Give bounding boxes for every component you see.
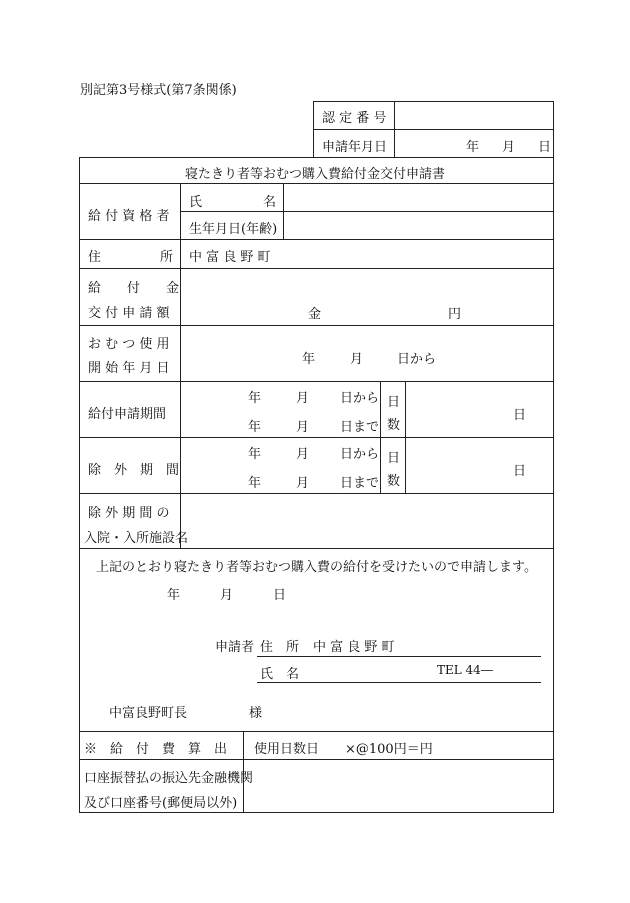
- amount-field[interactable]: [322, 296, 444, 320]
- row-sep: [79, 437, 554, 438]
- birth-field[interactable]: [284, 212, 553, 239]
- excluded-from-year: 年: [248, 447, 262, 462]
- declaration-year: 年: [167, 588, 181, 603]
- declaration-text: 上記のとおり寝たきり者等おむつ購入費の給付を受けたいので申請します。: [96, 560, 537, 575]
- excluded-days-label-2: 数: [387, 474, 401, 489]
- declaration-day: 日: [273, 588, 287, 603]
- table-right: [553, 157, 554, 813]
- row-sep: [79, 548, 554, 549]
- form-label: 別記第3号様式(第7条関係): [80, 83, 237, 98]
- amount-yen: 円: [448, 307, 462, 322]
- address-label-1: 住: [88, 250, 102, 265]
- period-days-label-1: 日: [387, 395, 401, 410]
- period-from-month: 月: [296, 391, 310, 406]
- table-bottom: [79, 812, 554, 813]
- start-day-from: 日から: [397, 352, 437, 367]
- applicant-address-underline: [257, 656, 541, 657]
- period-from-year: 年: [248, 391, 262, 406]
- bank-label-line1: 口座振替払の振込先金融機関: [84, 771, 254, 786]
- mayor-label: 中富良野町長: [109, 706, 188, 721]
- excluded-days-label-1: 日: [387, 451, 401, 466]
- header-box-right: [553, 101, 554, 157]
- excluded-day-unit: 日: [513, 464, 527, 479]
- row-sep: [79, 731, 554, 732]
- page-title: 寝たきり者等おむつ購入費給付金交付申請書: [184, 167, 445, 182]
- cert-no-label: 認 定 番 号: [322, 111, 387, 126]
- period-label: 給付申請期間: [88, 407, 167, 422]
- birth-label: 生年月日(年齢): [189, 222, 278, 237]
- applicant-label: 申請者: [215, 640, 255, 655]
- start-label-line1: お む つ 使 用: [88, 337, 170, 352]
- header-box-left: [313, 101, 314, 157]
- excluded-from-month: 月: [296, 447, 310, 462]
- amount-kin: 金: [308, 307, 322, 322]
- facility-label-line1: 除 外 期 間 の: [88, 506, 170, 521]
- excluded-to-month: 月: [296, 476, 310, 491]
- facility-field[interactable]: [181, 494, 553, 548]
- start-month: 月: [350, 352, 364, 367]
- header-box-mid: [313, 129, 554, 130]
- row-sep: [79, 239, 554, 240]
- address-value[interactable]: 中 富 良 野 町: [189, 250, 271, 265]
- apply-month: 月: [502, 140, 516, 155]
- applicant-name-underline: [257, 682, 541, 683]
- name-label-2: 名: [263, 195, 277, 210]
- row-sep: [79, 325, 554, 326]
- row-sep: [79, 381, 554, 382]
- apply-year: 年: [466, 140, 480, 155]
- period-to-year: 年: [248, 420, 262, 435]
- qualified-label: 給 付 資 格 者: [88, 209, 170, 224]
- name-field[interactable]: [284, 184, 553, 211]
- header-box-top: [313, 101, 554, 102]
- bank-label-line2: 及び口座番号(郵便局以外): [84, 796, 238, 811]
- calc-label: ※ 給 付 費 算 出: [84, 742, 228, 757]
- amount-label-line2: 交 付 申 請 額: [88, 306, 170, 321]
- apply-day: 日: [538, 140, 552, 155]
- days-col-left: [380, 381, 381, 493]
- start-label-line2: 開 始 年 月 日: [88, 361, 170, 376]
- period-day-unit: 日: [513, 408, 527, 423]
- excluded-label: 除 外 期 間: [88, 463, 180, 478]
- applicant-name-field[interactable]: [316, 660, 428, 680]
- facility-label-line2: 入院・入所施設名: [84, 531, 189, 546]
- table-top: [79, 157, 554, 158]
- applicant-address-value[interactable]: 中 富 良 野 町: [313, 640, 395, 655]
- address-label-2: 所: [160, 250, 174, 265]
- applicant-name-label: 氏 名: [260, 667, 300, 682]
- amount-label-line1: 給 付 金: [88, 281, 180, 296]
- excluded-from-day: 日から: [340, 447, 380, 462]
- period-from-day: 日から: [340, 391, 380, 406]
- mayor-sama: 様: [249, 706, 263, 721]
- header-box-split: [394, 101, 395, 157]
- excluded-to-day: 日まで: [340, 476, 380, 491]
- period-to-month: 月: [296, 420, 310, 435]
- table-left: [79, 157, 80, 813]
- name-label-1: 氏: [189, 195, 203, 210]
- period-days-label-2: 数: [387, 418, 401, 433]
- declaration-month: 月: [220, 588, 234, 603]
- row-sep: [79, 268, 554, 269]
- applicant-address-label: 住 所: [260, 640, 300, 655]
- days-col-right: [405, 381, 406, 493]
- period-to-day: 日まで: [340, 420, 380, 435]
- calc-formula[interactable]: 使用日数日 ×@100円＝円: [254, 742, 433, 757]
- bank-field[interactable]: [244, 760, 553, 812]
- apply-date-label: 申請年月日: [322, 140, 388, 155]
- start-year: 年: [302, 352, 316, 367]
- excluded-to-year: 年: [248, 476, 262, 491]
- applicant-tel[interactable]: TEL 44―: [437, 663, 493, 677]
